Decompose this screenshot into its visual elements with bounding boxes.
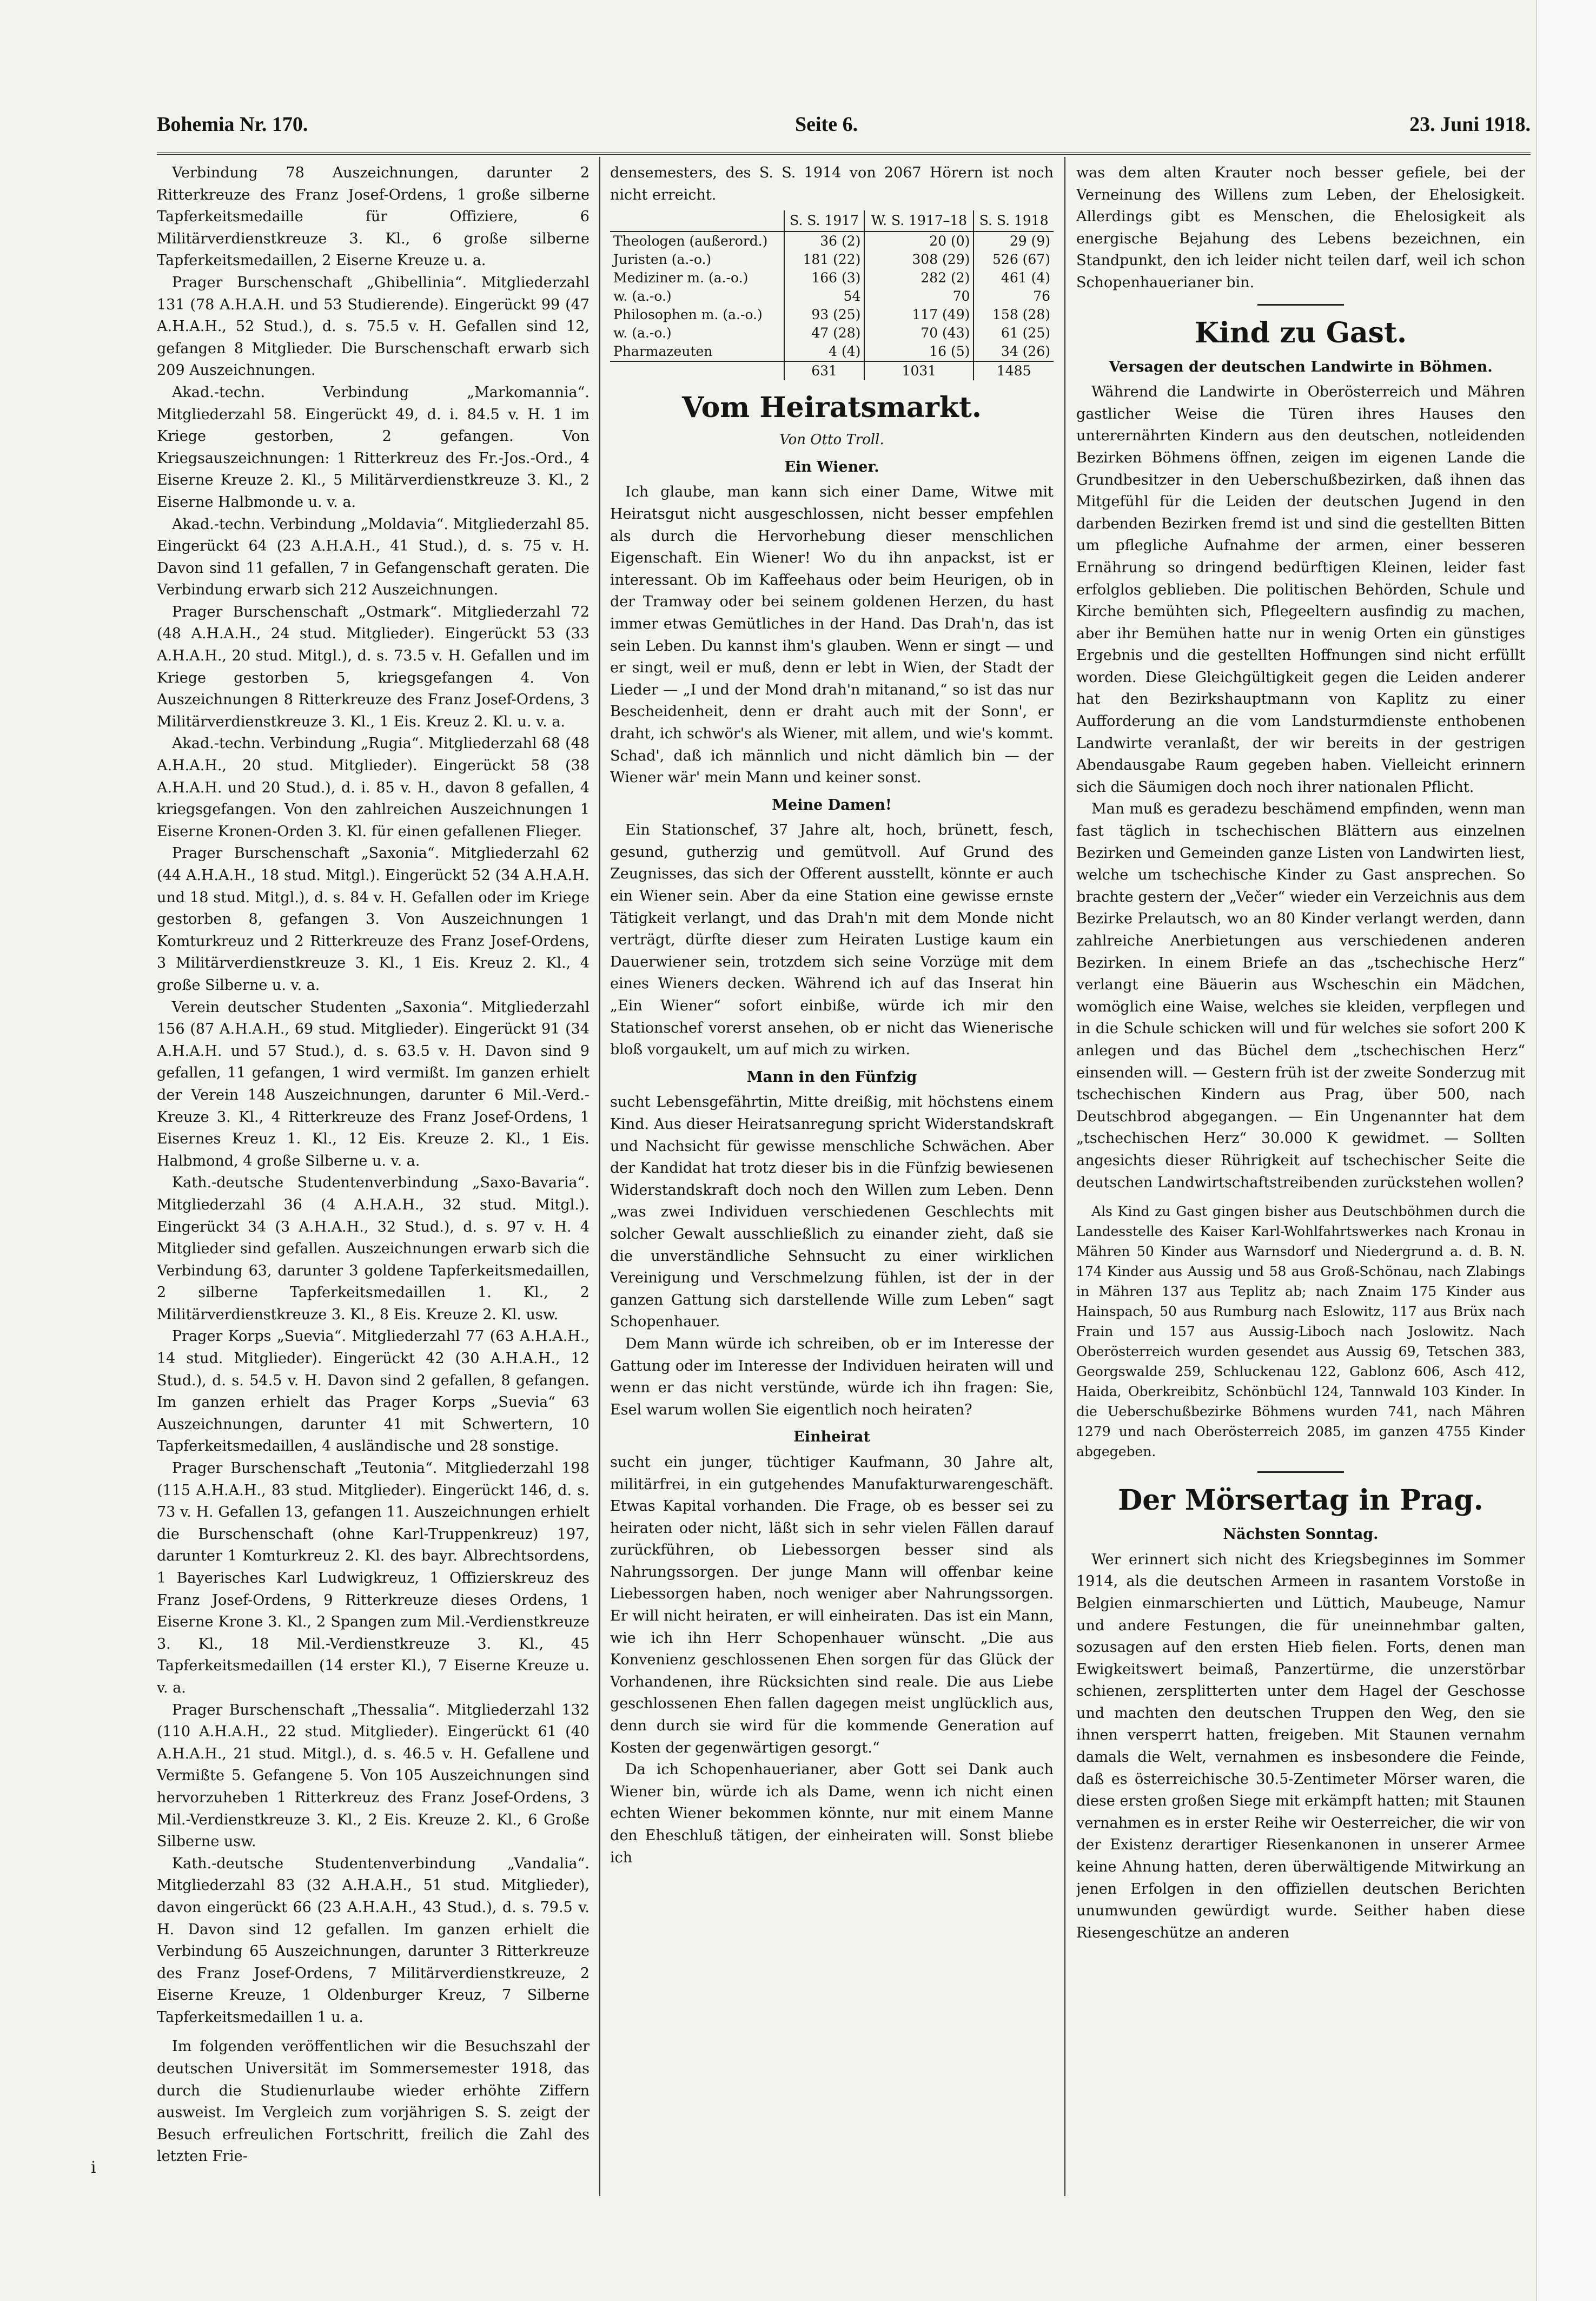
article-subheading: Versagen der deutschen Landwirte in Böhmen. [1109,358,1493,375]
table-row [610,324,1054,342]
table-header-row [610,210,1054,232]
table-row [610,232,1054,250]
table-header-cell: S. S. 1917 [784,210,865,232]
table-cell: Pharmazeuten [613,343,713,360]
table-total-row [610,361,1054,380]
table-cell: 4 (4) [784,342,865,361]
table-cell: 631 [784,361,865,380]
paragraph: was dem alten Krauter noch besser gefiele, bei der Verneinung des Willens zum Leben, der Ehelosigkeit. Allerdings gibt es Menschen, die Ehelosigkeit als energische Bejahung des Lebens bezeichnen, ein Standpunkt, den ich leider nicht teilen darf, weil ich schon Schopenhauerianer bin. [1076,164,1525,291]
table-row [610,269,1054,287]
paragraph: Dem Mann würde ich schreiben, ob er im Interesse der Gattung oder im Interesse der Individuen heiraten will und wenn er das nicht verstünde, würde ich ihn fragen: Sie, Esel warum wollen Sie eigentlich noch heiraten? [610,1335,1054,1418]
table-cell: 1485 [974,361,1054,380]
table-cell: 308 (29) [864,250,974,269]
column-3 [1076,162,1525,2207]
section-title: Mann in den Fünfzig [746,1068,917,1086]
table-header-cell [610,210,784,232]
margin-mark: i [91,2158,96,2177]
paragraph: Man muß es geradezu beschämend empfinden, wenn man fast täglich in tschechischen Blättern aus einzelnen Bezirken und Gemeinden ganze Listen von Landwirten liest, welche um tschechische Kinder zu Gast ansprechen. So brachte gestern der „Večer“ wieder ein Verzeichnis aus dem Bezirke Prelautsch, wo an 80 Kinder verlangt werden, dann zahlreiche Anerbietungen aus verschiedenen anderen Bezirken. In einem Briefe an das „tschechische Herz“ verlangt eine Bäuerin aus Wscheschin ein Mädchen, womöglich eine Waise, welches sie kleiden, verpflegen und in die Schule schicken will und für welches sie sofort 200 K anlegen und das Büchel dem „tschechischen Herz“ einsenden will. — Gestern früh ist der zweite Sonderzug mit tschechischen Kindern aus Prag, über 500, nach Deutschbrod abgegangen. — Ein Ungenannter hat dem „tschechischen Herz“ 30.000 K gewidmet. — Sollten angesichts dieser Rührigkeit auf tschechischer Seite die deutschen Landwirtschaftstreibenden zurückstehen wollen? [1076,801,1525,1191]
notice-paragraph: Als Kind zu Gast gingen bisher aus Deutschböhmen durch die Landesstelle des Kaiser Karl-Wohlfahrtswerkes nach Kronau in Mähren 50 Kinder aus Warnsdorf und Niedergrund a. d. B. N. 174 Kinder aus Aussig und 58 aus Groß-Schönau, nach Zlabings in Mähren 137 aus Teplitz ab; nach Znaim 175 Kinder aus Hainspach, 50 aus Rumburg nach Eslowitz, 117 aus Brüx nach Frain und 157 aus Aussig-Liboch nach Joslowitz. Nach Oberösterreich wurden gesendet aus Aussig 69, Tetschen 383, Georgswalde 259, Schluckenau 122, Gablonz 606, Asch 412, Haida, Oberkreibitz, Schönbüchl 124, Tannwald 103 Kinder. In die Ueberschußbezirke Böhmens wurden 741, nach Mähren 1279 und nach Oberösterreich 2085, im ganzen 4755 Kinder abgegeben. [1076,1204,1525,1460]
table-row [610,306,1054,324]
paragraph: Prager Burschenschaft „Ostmark“. Mitgliederzahl 72 (48 A.H.A.H., 24 stud. Mitglieder). Eingerückt 53 (33 A.H.A.H., 20 stud. Mitgl.), d. s. 73.5 v. H. Gefallen und im Kriege gestorben 5, kriegsgefangen 4. Von Auszeichnungen 8 Ritterkreuze des Franz Josef-Ordens, 3 Militärverdienstkreuze 3. Kl., 1 Eis. Kreuz 2. Kl. u. v. a. [157,603,590,730]
table-cell: 54 [784,287,865,306]
table-cell: 158 (28) [974,306,1054,324]
article-byline: Von Otto Troll. [779,432,884,448]
article-heading: Vom Heiratsmarkt. [682,391,982,425]
paragraph: Während die Landwirte in Oberösterreich und Mähren gastlicher Weise die Türen ihres Hauses den unterernährten Kindern aus den deutschen, notleidenden Bezirken Böhmens öffnen, zeigen im eigenen Lande die Grundbesitzer in den Ueberschußbezirken, daß ihnen das Mitgefühl für die Leiden der deutschen Jugend in den darbenden Bezirken fremd ist und sind die gestellten Bitten um pflegliche Aufnahme der armen, einer besseren Ernährung so dringend bedürftigen Kleinen, leider fast erfolglos geblieben. Die politischen Behörden, Schule und Kirche bemühten sich, Pflegeeltern ausfindig zu machen, aber ihr Bemühen hatte nur in wenig Orten ein günstiges Ergebnis und die gestellten Hoffnungen sind nicht erfüllt worden. Diese Gleichgültigkeit gegen die Leiden anderer hat den Bezirkshauptmann von Kaplitz zu einer Aufforderung an die vom Landsturmdienste enthobenen Landwirte veranlaßt, der wir bereits in der gestrigen Abendausgabe Raum gegeben haben. Vielleicht erinnern sich die Säumigen doch noch ihrer nationalen Pflicht. [1076,384,1525,796]
table-header-cell: S. S. 1918 [974,210,1054,232]
paragraph: Akad.-techn. Verbindung „Rugia“. Mitgliederzahl 68 (48 A.H.A.H., 20 stud. Mitglieder). Eingerückt 58 (38 A.H.A.H. und 20 Stud.), d. i. 85 v. H., davon 8 gefallen, 4 kriegsgefangen. Von den zahlreichen Auszeichnungen 1 Eiserne Kronen-Orden 3. Kl. für einen gefallenen Flieger. [157,735,590,840]
page-header [157,113,1531,145]
paragraph: Ein Stationschef, 37 Jahre alt, hoch, brünett, fesch, gesund, gutherzig und gemütvoll. Auf Grund des Zeugnisses, das sich der Offerent ausstellt, könnte er auch ein Wiener sein. Aber da eine Station eine gewisse ernste Tätigkeit verlangt, und das Drah'n mit dem Monde nicht verträgt, dürfte dieser zum Heiraten Lustige kaum ein Dauerwiener sein, trotzdem sich seine Vorzüge mit dem eines Wieners decken. Während ich auf das Inserat hin „Ein Wiener“ sofort einbiße, würde ich mir den Stationschef vorerst ansehen, ob er nicht das Wienerische bloß vorgaukelt, um auf mich zu wirken. [610,822,1054,1059]
table-cell: 70 [864,287,974,306]
paragraph: Verein deutscher Studenten „Saxonia“. Mitgliederzahl 156 (87 A.H.A.H., 69 stud. Mitglieder). Eingerückt 91 (34 A.H.A.H. und 57 Stud.), d. s. 63.5 v. H. Davon sind 9 gefallen, 11 gefangen, 1 wird vermißt. Im ganzen erhielt der Verein 148 Auszeichnungen, darunter 6 Mil.-Verd.-Kreuze 3. Kl., 4 Ritterkreuze des Franz Josef-Ordens, 1 Eisernes Kreuz 1. Kl., 12 Eis. Kreuze 2. Kl., 1 Eis. Halbmond, 4 große Silberne u. v. a. [157,999,590,1169]
table-cell: 20 (0) [864,232,974,250]
paragraph: Prager Burschenschaft „Teutonia“. Mitgliederzahl 198 (115 A.H.A.H., 83 stud. Mitglieder). Eingerückt 146, d. s. 73 v. H. Gefallen 13, gefangen 11. Auszeichnungen erhielt die Burschenschaft (ohne Karl-Truppenkreuz) 197, darunter 1 Komturkreuz 2. Kl. des bayr. Albrechtsordens, 1 Bayerisches Karl Ludwigkreuz, 1 Offizierskreuz des Franz Josef-Ordens, 9 Ritterkreuze dieses Ordens, 1 Eiserne Krone 3. Kl., 2 Spangen zum Mil.-Verdienstkreuze 3. Kl., 18 Mil.-Verdienstkreuze 3. Kl., 45 Tapferkeitsmedaillen (14 erster Kl.), 7 Eiserne Kreuze u. v. a. [157,1460,590,1696]
section-separator [1257,304,1344,306]
table-cell: Philosophen m. (a.-o.) [613,307,763,323]
section-title: Ein Wiener. [784,458,879,475]
paragraph: sucht Lebensgefährtin, Mitte dreißig, mit höchstens einem Kind. Aus dieser Heiratsanregung spricht Widerstandskraft und Nachsicht für gewisse menschliche Schwächen. Aber der Kandidat hat trotz dieser bis in die Fünfzig bewiesenen Widerstandskraft doch noch den Willen zum Leben. Denn „was zwei Individuen verschiedenen Geschlechts mit solcher Gewalt ausschließlich zu einander zieht, daß sie die unverständliche Sehnsucht zu einer wirklichen Vereinigung und Verschmelzung fühlen, ist der in der ganzen Gattung sich darstellende Wille zum Leben“ sagt Schopenhauer. [610,1094,1054,1331]
paragraph: Prager Korps „Suevia“. Mitgliederzahl 77 (63 A.H.A.H., 14 stud. Mitglieder). Eingerückt 42 (30 A.H.A.H., 12 Stud.), d. s. 54.5 v. H. Davon sind 2 gefallen, 8 gefangen. Im ganzen erhielt das Prager Korps „Suevia“ 63 Auszeichnungen, darunter 41 mit Schwertern, 10 Tapferkeitsmedaillen, 4 ausländische und 28 sonstige. [157,1328,590,1455]
column-divider [599,157,600,2196]
table-cell: 76 [974,287,1054,306]
enrollment-table [610,210,1054,380]
article-subheading: Nächsten Sonntag. [1223,1526,1379,1543]
paragraph: Prager Burschenschaft „Ghibellinia“. Mitgliederzahl 131 (78 A.H.A.H. und 53 Studierende). Eingerückt 99 (47 A.H.A.H., 52 Stud.), d. s. 75.5 v. H. Gefallen sind 12, gefangen 8 Mitglieder. Die Burschenschaft erwarb sich 209 Auszeichnungen. [157,274,590,379]
table-cell: 47 (28) [784,324,865,342]
table-cell: 166 (3) [784,269,865,287]
column-1 [157,162,590,2207]
table-cell: 526 (67) [974,250,1054,269]
paragraph: Akad.-techn. Verbindung „Moldavia“. Mitgliederzahl 85. Eingerückt 64 (23 A.H.A.H., 41 Stud.), d. s. 75 v. H. Davon sind 11 gefallen, 7 in Gefangenschaft geraten. Die Verbindung erwarb sich 212 Auszeichnungen. [157,515,590,599]
header-masthead: Bohemia Nr. 170. [157,113,308,136]
article-heading: Der Mörsertag in Prag. [1118,1484,1484,1517]
table-cell: 36 (2) [784,232,865,250]
table-cell: 70 (43) [864,324,974,342]
table-cell: Mediziner m. (a.-o.) [613,270,749,286]
paragraph: Wer erinnert sich nicht des Kriegsbeginnes im Sommer 1914, als die deutschen Armeen in rasantem Vorstoße in Belgien einmarschierten und Lüttich, Maubeuge, Namur und andere Festungen, die für uneinnehmbar galten, sozusagen auf den ersten Hieb fielen. Forts, denen man Ewigkeitswert beimaß, Panzertürme, die unzerstörbar schienen, zersplitterten unter dem Hagel der Geschosse und machten den deutschen Truppen den Weg, den sie ihnen versperrt hatten, freigeben. Mit Staunen vernahm damals die Welt, vernahmen es insbesondere die Feinde, daß es österreichische 30.5-Zentimeter Mörser waren, die diese ersten großen Siege mit erkämpft hatten; mit Staunen vernahmen es in erster Reihe wir Oesterreicher, die wir von der Existenz derartiger Riesenkanonen in unserer Armee keine Ahnung hatten, deren überwältigende Mitwirkung an jenen Erfolgen in den offiziellen deutschen Berichten unumwunden gewürdigt wurde. Seither haben diese Riesengeschütze an anderen [1076,1551,1525,1941]
column-2 [610,162,1054,2207]
table-cell: 1031 [864,361,974,380]
section-separator [1257,1471,1344,1473]
paragraph: Da ich Schopenhauerianer, aber Gott sei Dank auch Wiener bin, würde ich als Dame, wenn ich nicht einen echten Wiener bekommen könnte, nur mit einem Manne den Eheschluß tätigen, der einheiraten will. Sonst bliebe ich [610,1761,1054,1866]
table-cell: 117 (49) [864,306,974,324]
article-heading: Kind zu Gast. [1194,316,1407,349]
table-cell: 29 (9) [974,232,1054,250]
paragraph: Kath.-deutsche Studentenverbindung „Saxo-Bavaria“. Mitgliederzahl 36 (4 A.H.A.H., 32 stud. Mitgl.). Eingerückt 34 (3 A.H.A.H., 32 Stud.), d. s. 97 v. H. 4 Mitglieder sind gefallen. Auszeichnungen erwarb sich die Verbindung 63, darunter 3 goldene Tapferkeitsmedaillen, 2 silberne Tapferkeitsmedaillen 1. Kl., 2 Militärverdienstkreuze 3. Kl., 8 Eis. Kreuze 2. Kl. usw. [157,1174,590,1323]
paragraph: Kath.-deutsche Studentenverbindung „Vandalia“. Mitgliederzahl 83 (32 A.H.A.H., 51 stud. Mitglieder), davon eingerückt 66 (23 A.H.A.H., 43 Stud.), d. s. 79.5 v. H. Davon sind 12 gefallen. Im ganzen erhielt die Verbindung 65 Auszeichnungen, darunter 3 Ritterkreuze des Franz Josef-Ordens, 7 Militärverdienstkreuze, 2 Eiserne Kreuze, 1 Oldenburger Kreuz, 7 Silberne Tapferkeitsmedaillen 1 u. a. [157,1855,590,2026]
table-cell [610,361,784,380]
paragraph: sucht ein junger, tüchtiger Kaufmann, 30 Jahre alt, militärfrei, in ein gutgehendes Manufakturwarengeschäft. Etwas Kapital vorhanden. Die Frage, ob es besser sei zu heiraten oder nicht, läßt sich in sehr vielen Fällen darauf zurückführen, ob Liebessorgen besser sind als Nahrungssorgen. Der junge Mann will offenbar keine Liebessorgen haben, noch weniger aber Nahrungssorgen. Er will nicht heiraten, er will einheiraten. Das ist ein Mann, wie ich ihn Herr Schopenhauer wünscht. „Die aus Konvenienz geschlossenen Ehen sorgen für das Glück der Vorhandenen, ihre Rücksichten sind reale. Die aus Liebe geschlossenen Ehen fallen dagegen meist unglücklich aus, denn durch sie wird für die kommende Generation auf Kosten der gegenwärtigen gesorgt.“ [610,1453,1054,1756]
table-cell: 93 (25) [784,306,865,324]
paragraph: Ich glaube, man kann sich einer Dame, Witwe mit Heiratsgut nicht ausgeschlossen, nicht besser empfehlen als durch die Hervorhebung dieser menschlichen Eigenschaft. Ein Wiener! Wo du ihn anpackst, ist er interessant. Ob im Kaffeehaus oder beim Heurigen, ob in der Tramway oder bei seinem goldenen Herzen, du hast immer etwas Gemütliches in der Hand. Das Drah'n, das ist sein Leben. Du kannst ihm's glauben. Wenn er singt — und er singt, weil er muß, denn er lebt in Wien, der Stadt der Lieder — „I und der Mond drah'n mitanand,“ so ist das nur Bescheidenheit, denn er draht auch mit der Sonn', er draht, ich schwör's als Wiener, mit allem, und wie's kommt. Schad', daß ich männlich und nicht dämlich bin — der Wiener wär' mein Mann und keiner sonst. [610,484,1054,786]
table-header-cell: W. S. 1917–18 [864,210,974,232]
paragraph: Prager Burschenschaft „Thessalia“. Mitgliederzahl 132 (110 A.H.A.H., 22 stud. Mitglieder). Eingerückt 61 (40 A.H.A.H., 21 stud. Mitgl.), d. s. 46.5 v. H. Gefallene und Vermißte 5. Gefangene 5. Von 105 Auszeichnungen sind hervorzuheben 1 Ritterkreuz des Franz Josef-Ordens, 3 Mil.-Verdienstkreuze 3. Kl., 2 Eis. Kreuze 2. Kl., 6 Große Silberne usw. [157,1701,590,1850]
table-row [610,287,1054,306]
table-cell: Juristen (a.-o.) [613,252,712,268]
table-row [610,342,1054,361]
table-cell: 282 (2) [864,269,974,287]
table-cell: Theologen (außerord.) [613,233,768,249]
paragraph: densemesters, des S. S. 1914 von 2067 Hörern ist noch nicht erreicht. [610,164,1054,203]
table-cell: 34 (26) [974,342,1054,361]
table-cell: 461 (4) [974,269,1054,287]
table-cell: 61 (25) [974,324,1054,342]
paragraph: Prager Burschenschaft „Saxonia“. Mitgliederzahl 62 (44 A.H.A.H., 18 stud. Mitgl.). Eingerückt 52 (34 A.H.A.H. und 18 stud. Mitgl.), d. s. 84 v. H. Gefallen oder im Kriege gestorben 8, gefangen 3. Von Auszeichnungen 1 Komturkreuz und 2 Ritterkreuze des Franz Josef-Ordens, 3 Militärverdienstkreuze 3. Kl., 1 Eis. Kreuz 2. Kl., 4 große Silberne u. v. a. [157,845,590,994]
column-divider [1064,157,1065,2196]
section-title: Einheirat [793,1429,870,1446]
table-row [610,250,1054,269]
scan-page-edge [1536,0,1596,2301]
section-title: Meine Damen! [772,796,892,814]
header-rule [157,153,1531,155]
paragraph: Akad.-techn. Verbindung „Markomannia“. Mitgliederzahl 58. Eingerückt 49, d. i. 84.5 v. H. 1 im Kriege gestorben, 2 gefangen. Von Kriegsauszeichnungen: 1 Ritterkreuz des Fr.-Jos.-Ord., 4 Eiserne Kreuze 2. Kl., 5 Militärverdienstkreuze 3. Kl., 2 Eiserne Halbmonde u. v. a. [157,384,590,511]
paragraph: Verbindung 78 Auszeichnungen, darunter 2 Ritterkreuze des Franz Josef-Ordens, 1 große silberne Tapferkeitsmedaille für Offiziere, 6 Militärverdienstkreuze 3. Kl., 6 große silberne Tapferkeitsmedaillen, 2 Eiserne Kreuze u. a. [157,164,590,269]
header-page-number: Seite 6. [795,113,858,136]
table-cell: 181 (22) [784,250,865,269]
paragraph: Im folgenden veröffentlichen wir die Besuchszahl der deutschen Universität im Sommersemester 1918, das durch die Studienurlaube wieder erhöhte Ziffern ausweist. Im Vergleich zum vorjährigen S. S. zeigt der Besuch erfreulichen Fortschritt, freilich die Zahl des letzten Frie- [157,2038,590,2165]
header-date: 23. Juni 1918. [1409,113,1531,136]
table-cell: w. (a.-o.) [613,288,672,305]
table-cell: 16 (5) [864,342,974,361]
table-cell: w. (a.-o.) [613,325,672,341]
